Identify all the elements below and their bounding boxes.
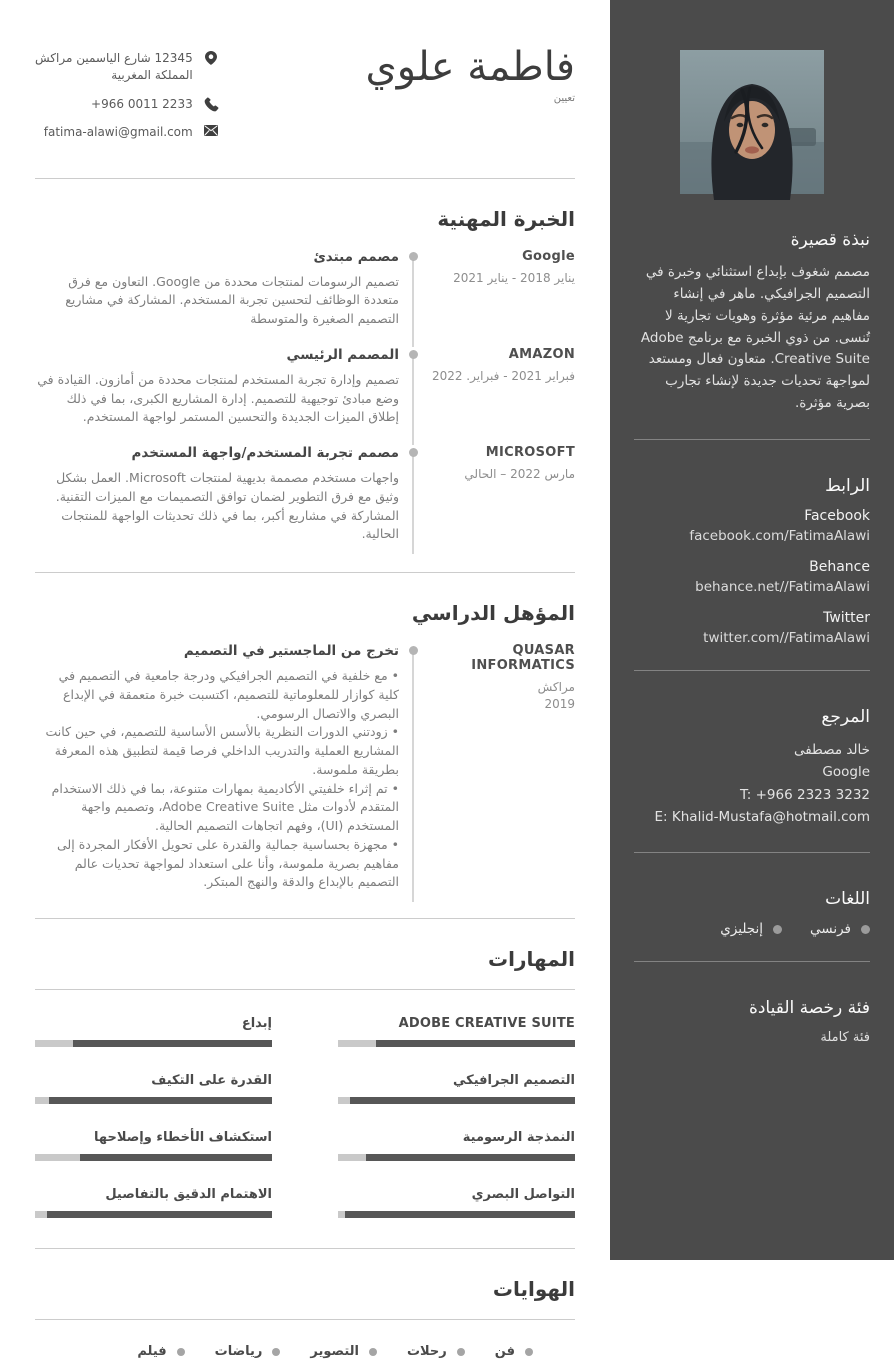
education-bullet: • تم إثراء خلفيتي الأكاديمية بمهارات متنوعة، بما في ذلك الاستخدام المتقدم لأدوات مثل Adobe Creative Suite، وتصميم واجهة المستخدم (UI)، وفهم اتجاهات التصميم الحالية. — [51, 780, 399, 834]
phone-icon — [204, 97, 218, 111]
experience-title: الخبرة المهنية — [437, 206, 575, 231]
link-label: Behance — [809, 559, 870, 576]
experience-section — [35, 207, 575, 563]
timeline-marker — [399, 347, 425, 445]
company-name: Google — [522, 248, 575, 264]
address-line1: 12345 شارع الياسمين مراكش — [35, 51, 193, 65]
about-text: مصمم شغوف بإبداع استثنائي وخبرة في التصميم الجرافيكي. ماهر في إنشاء مفاهيم مرئية مؤثرة وهويات تجارية لا تُنسى. من ذوي الخبرة مع برنامج Adobe Creative Suite. متعاون فعال ومستعد لمواجهة تحديات جديدة لإنشاء تجارب بصرية مؤثرة. — [640, 264, 870, 412]
person-name: فاطمة علوي — [365, 44, 575, 90]
bullet-dot-icon — [861, 925, 870, 934]
entry-meta — [425, 347, 575, 445]
job-role: مصمم مبتدئ — [313, 248, 399, 265]
license-title: فئة رخصة القيادة — [748, 998, 870, 1019]
skill-label: النمذجة الرسومية — [462, 1130, 575, 1146]
contact-address — [35, 50, 193, 85]
links-title: الرابط — [825, 476, 870, 497]
education-bullet: • زودتني الدورات النظرية بالأسس الأساسية للتصميم، في حين كانت المشاريع العملية والتدريب الداخلي فرصا قيمة لتطبيق هذه المعرفة بطريقة ملموسة. — [45, 724, 399, 777]
skill-bar-fill — [47, 1211, 272, 1218]
timeline-marker — [399, 445, 425, 562]
section-divider — [35, 1248, 575, 1249]
hobby-label: فيلم — [137, 1344, 167, 1359]
skill-bar — [338, 1097, 575, 1104]
entry-meta — [425, 445, 575, 562]
contact-email: fatima-alawi@gmail.com — [43, 125, 193, 140]
job-dates: فبراير 2021 - فبراير. 2022 — [431, 368, 575, 383]
location-pin-icon — [204, 51, 218, 65]
skill-bar-fill — [80, 1154, 272, 1161]
entry-body — [35, 249, 399, 347]
education-title: المؤهل الدراسي — [411, 601, 575, 626]
sidebar — [610, 0, 894, 1260]
contact-block — [35, 50, 218, 142]
section-divider — [35, 1319, 575, 1320]
reference-title: المرجع — [821, 707, 870, 728]
bullet-dot-icon — [272, 1348, 280, 1356]
reference-company: Google — [822, 764, 870, 781]
language-label: إنجليزي — [720, 921, 764, 938]
skill-bar-fill — [73, 1040, 272, 1047]
sidebar-divider — [634, 961, 870, 962]
skill-label: التواصل البصري — [471, 1187, 575, 1203]
contact-phone: +966 0011 2233 — [91, 96, 193, 111]
entry-body — [35, 347, 399, 445]
hobbies-title: الهوايات — [492, 1277, 575, 1302]
hobbies-list — [35, 1344, 533, 1359]
skill-bar — [338, 1211, 575, 1218]
job-dates: يناير 2018 - يناير 2021 — [453, 270, 575, 285]
languages-list — [634, 921, 870, 937]
skills-grid — [35, 1016, 575, 1218]
skills-title: المهارات — [488, 947, 575, 972]
language-label: فرنسي — [810, 921, 851, 938]
skill-item — [338, 1130, 575, 1161]
job-role: المصمم الرئيسي — [286, 346, 399, 363]
entry-body — [35, 643, 399, 910]
contact-row-email — [35, 124, 218, 141]
skill-bar-fill — [376, 1040, 575, 1047]
hobby-item — [407, 1344, 465, 1359]
person-subtitle: تعيين — [553, 93, 575, 104]
entry-meta — [425, 249, 575, 347]
header — [35, 46, 575, 142]
link-item-twitter — [634, 610, 870, 646]
skill-label: القدرة على التكيف — [151, 1073, 272, 1089]
skill-label: إبداع — [241, 1016, 272, 1032]
company-name: MICROSOFT — [485, 445, 575, 461]
sidebar-divider — [634, 439, 870, 440]
timeline-marker — [399, 249, 425, 347]
link-url[interactable]: facebook.com/FatimaAlawi — [689, 528, 870, 545]
hobby-item — [215, 1344, 281, 1359]
hobby-item — [495, 1344, 533, 1359]
hobby-label: رحلات — [406, 1344, 447, 1359]
contact-row-phone — [35, 96, 218, 113]
skill-item — [35, 1130, 272, 1161]
bullet-dot-icon — [525, 1348, 533, 1356]
hobby-label: فن — [494, 1344, 515, 1359]
job-dates: مارس 2022 – الحالي — [464, 467, 575, 482]
hobby-item — [137, 1344, 184, 1359]
bullet-dot-icon — [177, 1348, 185, 1356]
company-name: AMAZON — [508, 346, 575, 362]
timeline-marker — [399, 643, 425, 910]
skill-bar — [35, 1040, 272, 1047]
envelope-icon — [204, 125, 218, 136]
section-divider — [35, 572, 575, 573]
link-label: Facebook — [804, 508, 870, 525]
skill-bar — [338, 1154, 575, 1161]
portrait-image — [680, 50, 824, 194]
sidebar-divider — [634, 852, 870, 853]
link-label: Twitter — [823, 610, 870, 627]
about-title: نبذة قصيرة — [790, 230, 870, 250]
skill-bar — [35, 1154, 272, 1161]
job-description: تصميم وإدارة تجربة المستخدم لمنتجات محددة من أمازون. القيادة في وضع مبادئ توجيهية للتصميم. إدارة المشاريع الكبرى، بما في ذلك إطلاق الميزات الجديدة والتحسين المستمر لواجهة المستخدم. — [37, 371, 399, 425]
contact-row-address — [35, 50, 218, 85]
skill-label: الاهتمام الدقيق بالتفاصيل — [105, 1187, 272, 1203]
skill-bar — [35, 1211, 272, 1218]
education-section — [35, 601, 575, 910]
section-divider — [35, 989, 575, 990]
skill-item — [338, 1187, 575, 1218]
education-bullet: • مع خلفية في التصميم الجرافيكي ودرجة جامعية في التصميم في كلية كوازار للمعلوماتية للتصميم، اكتسبت خبرة متعمقة في الإبداع البصري والاتصال الرسومي. — [58, 668, 399, 721]
skill-item — [35, 1187, 272, 1218]
experience-entry — [35, 445, 575, 562]
skill-label: ADOBE CREATIVE SUITE — [398, 1016, 575, 1032]
name-block — [365, 46, 575, 104]
reference-name: خالد مصطفى — [793, 742, 870, 759]
license-text: فئة كاملة — [820, 1030, 870, 1046]
skill-item — [35, 1016, 272, 1047]
bullet-dot-icon — [457, 1348, 465, 1356]
job-description: واجهات مستخدم مصممة بديهية لمنتجات Microsoft. العمل بشكل وثيق مع فرق التطوير لضمان توافق التصميمات مع الميزات التقنية. المشاركة في مشاريع أكبر، بما في ذلك تحديثات الواجهة للمنتجات الحالية. — [55, 470, 399, 542]
skill-label: التصميم الجرافيكي — [453, 1073, 575, 1089]
link-url[interactable]: behance.net//FatimaAlawi — [695, 579, 870, 596]
graduation-year: 2019 — [544, 696, 575, 711]
hobby-label: التصوير — [310, 1344, 359, 1359]
skill-item — [338, 1016, 575, 1047]
skill-bar-fill — [345, 1211, 575, 1218]
link-item-facebook — [634, 508, 870, 544]
experience-entry — [35, 347, 575, 445]
entry-body — [35, 445, 399, 562]
link-url[interactable]: twitter.com//FatimaAlawi — [703, 630, 870, 647]
skill-item — [338, 1073, 575, 1104]
link-item-behance — [634, 559, 870, 595]
entry-meta — [425, 643, 575, 910]
experience-entry — [35, 249, 575, 347]
school-location: مراكش — [537, 680, 575, 695]
address-line2: المملكة المغربية — [111, 68, 193, 83]
reference-phone: T: +966 2323 3232 — [740, 786, 870, 803]
reference-email: E: Khalid-Mustafa@hotmail.com — [654, 808, 870, 825]
bullet-dot-icon — [773, 925, 782, 934]
education-bullet: • مجهزة بحساسية جمالية والقدرة على تحويل الأفكار المجردة إلى مفاهيم بصرية ملموسة، وأنا على استعداد لمواجهة تحديات عالم التصميم بالإبداع والدقة والنهج المبتكر. — [57, 836, 399, 890]
skill-bar-fill — [366, 1154, 575, 1161]
hobby-item — [310, 1344, 377, 1359]
job-description: تصميم الرسومات لمنتجات محددة من Google. التعاون مع فرق متعددة الوظائف لتحسين تجربة المستخدم. المشاركة في مشاريع التصميم الصغيرة والمتوسطة — [65, 273, 399, 327]
skill-bar — [338, 1040, 575, 1047]
profile-photo — [680, 50, 824, 194]
skill-bar-fill — [49, 1097, 272, 1104]
sidebar-divider — [634, 670, 870, 671]
skill-bar-fill — [350, 1097, 575, 1104]
hobby-label: رياضات — [214, 1344, 263, 1359]
skill-item — [35, 1073, 272, 1104]
school-name: QUASAR INFORMATICS — [471, 643, 575, 674]
skill-label: استكشاف الأخطاء وإصلاحها — [94, 1130, 272, 1146]
hobbies-section — [35, 1277, 575, 1359]
education-entry — [35, 643, 575, 910]
section-divider — [35, 918, 575, 919]
degree-title: تخرج من الماجستير في التصميم — [183, 643, 399, 660]
bullet-dot-icon — [369, 1348, 377, 1356]
language-item — [720, 921, 782, 937]
skills-section — [35, 947, 575, 1218]
job-role: مصمم تجربة المستخدم/واجهة المستخدم — [131, 445, 399, 462]
section-divider — [35, 178, 575, 179]
languages-title: اللغات — [825, 889, 870, 910]
skill-bar — [35, 1097, 272, 1104]
language-item — [810, 921, 870, 937]
